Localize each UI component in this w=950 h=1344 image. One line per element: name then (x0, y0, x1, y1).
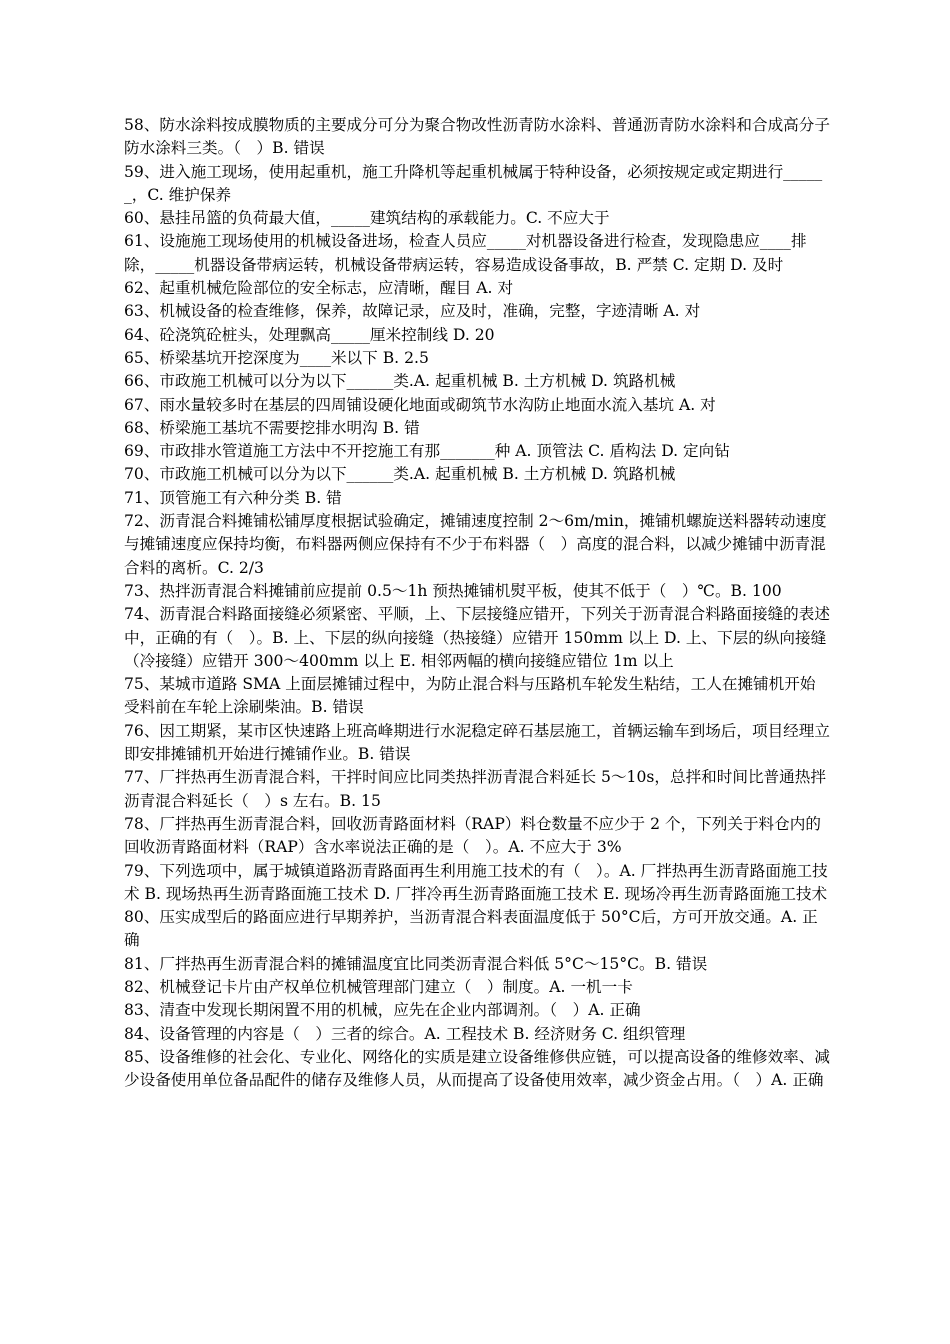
question-80: 80、压实成型后的路面应进行早期养护，当沥青混合料表面温度低于 50°C后，方可开放交通。A. 正确 (124, 908, 818, 950)
question-58: 58、防水涂料按成膜物质的主要成分可分为聚合物改性沥青防水涂料、普通沥青防水涂料和合成高分子防水涂料三类。（ ）B. 错误 (124, 116, 830, 158)
question-63: 63、机械设备的检查维修，保养，故障记录，应及时，准确，完整，字迹清晰 A. 对 (124, 302, 701, 321)
question-78: 78、厂拌热再生沥青混合料，回收沥青路面材料（RAP）料仓数量不应少于 2 个，下列关于料仓内的回收沥青路面材料（RAP）含水率说法正确的是（ ）。A. 不应大于 3% (124, 814, 821, 857)
question-64: 64、砼浇筑砼桩头，处理飘高_____厘米控制线 D. 20 (124, 325, 495, 344)
question-66: 66、市政施工机械可以分为以下______类.A. 起重机械 B. 土方机械 D. 筑路机械 (124, 372, 676, 391)
question-65: 65、桥梁基坑开挖深度为____米以下 B. 2.5 (124, 348, 429, 367)
question-62: 62、起重机械危险部位的安全标志，应清晰，醒目 A. 对 (124, 279, 514, 298)
question-69: 69、市政排水管道施工方法中不开挖施工有那_______种 A. 顶管法 C. 盾构法 D. 定向钻 (124, 442, 730, 461)
question-71: 71、顶管施工有六种分类 B. 错 (124, 488, 342, 507)
question-73: 73、热拌沥青混合料摊铺前应提前 0.5～1h 预热摊铺机熨平板，使其不低于（ ）℃。B. 100 (124, 581, 782, 600)
question-82: 82、机械登记卡片由产权单位机械管理部门建立（ ）制度。A. 一机一卡 (124, 977, 633, 996)
question-79: 79、下列选项中，属于城镇道路沥青路面再生利用施工技术的有（ ）。A. 厂拌热再生沥青路面施工技术 B. 现场热再生沥青路面施工技术 D. 厂拌冷再生沥青路面施工技术 E. 现场冷再生沥青路面施工技术 (124, 861, 828, 903)
question-81: 81、厂拌热再生沥青混合料的摊铺温度宜比同类沥青混合料低 5°C～15°C。B. 错误 (124, 954, 708, 973)
question-59: 59、进入施工现场，使用起重机，施工升降机等起重机械属于特种设备，必须按规定或定期进行______，C. 维护保养 (124, 162, 823, 204)
question-70: 70、市政施工机械可以分为以下______类.A. 起重机械 B. 土方机械 D. 筑路机械 (124, 465, 676, 484)
question-76: 76、因工期紧，某市区快速路上班高峰期进行水泥稳定碎石基层施工，首辆运输车到场后，项目经理立即安排摊铺机开始进行摊铺作业。B. 错误 (124, 721, 830, 764)
question-68: 68、桥梁施工基坑不需要挖排水明沟 B. 错 (124, 418, 420, 437)
question-60: 60、悬挂吊篮的负荷最大值，_____建筑结构的承载能力。C. 不应大于 (124, 209, 610, 228)
document-page (124, 114, 830, 1092)
question-74: 74、沥青混合料路面接缝必须紧密、平顺，上、下层接缝应错开，下列关于沥青混合料路面接缝的表述中，正确的有（ ）。B. 上、下层的纵向接缝（热接缝）应错开 150mm 以上 D. 上、下层的纵向接缝（冷接缝）应错开 300～400mm 以上 E. 相邻两幅的横向接缝应错位 1m 以上 (124, 605, 830, 670)
question-85: 85、设备维修的社会化、专业化、网络化的实质是建立设备维修供应链，可以提高设备的维修效率、减少设备使用单位备品配件的储存及维修人员，从而提高了设备使用效率，减少资金占用。（ ）A. 正确 (124, 1047, 830, 1090)
question-61: 61、设施施工现场使用的机械设备进场，检查人员应_____对机器设备进行检查，发现隐患应____排除，_____机器设备带病运转，机械设备带病运转，容易造成设备事故，B. 严禁 C. 定期 D. 及时 (124, 232, 807, 274)
question-77: 77、厂拌热再生沥青混合料，干拌时间应比同类热拌沥青混合料延长 5～10s，总拌和时间比普通热拌沥青混合料延长（ ）s 左右。B. 15 (124, 768, 826, 810)
question-67: 67、雨水量较多时在基层的四周铺设硬化地面或砌筑节水沟防止地面水流入基坑 A. 对 (124, 395, 716, 414)
question-83: 83、清查中发现长期闲置不用的机械，应先在企业内部调剂。（ ）A. 正确 (124, 1001, 641, 1020)
question-72: 72、沥青混合料摊铺松铺厚度根据试验确定，摊铺速度控制 2～6m/min，摊铺机螺旋送料器转动速度与摊铺速度应保持均衡，布料器两侧应保持有不少于布料器（ ）高度的混合料，以减少摊铺中沥青混合料的离析。C. 2/3 (124, 512, 827, 577)
question-84: 84、设备管理的内容是（ ）三者的综合。A. 工程技术 B. 经济财务 C. 组织管理 (124, 1024, 686, 1043)
question-75: 75、某城市道路 SMA 上面层摊铺过程中，为防止混合料与压路机车轮发生粘结，工人在摊铺机开始受料前在车轮上涂刷柴油。B. 错误 (124, 675, 816, 717)
